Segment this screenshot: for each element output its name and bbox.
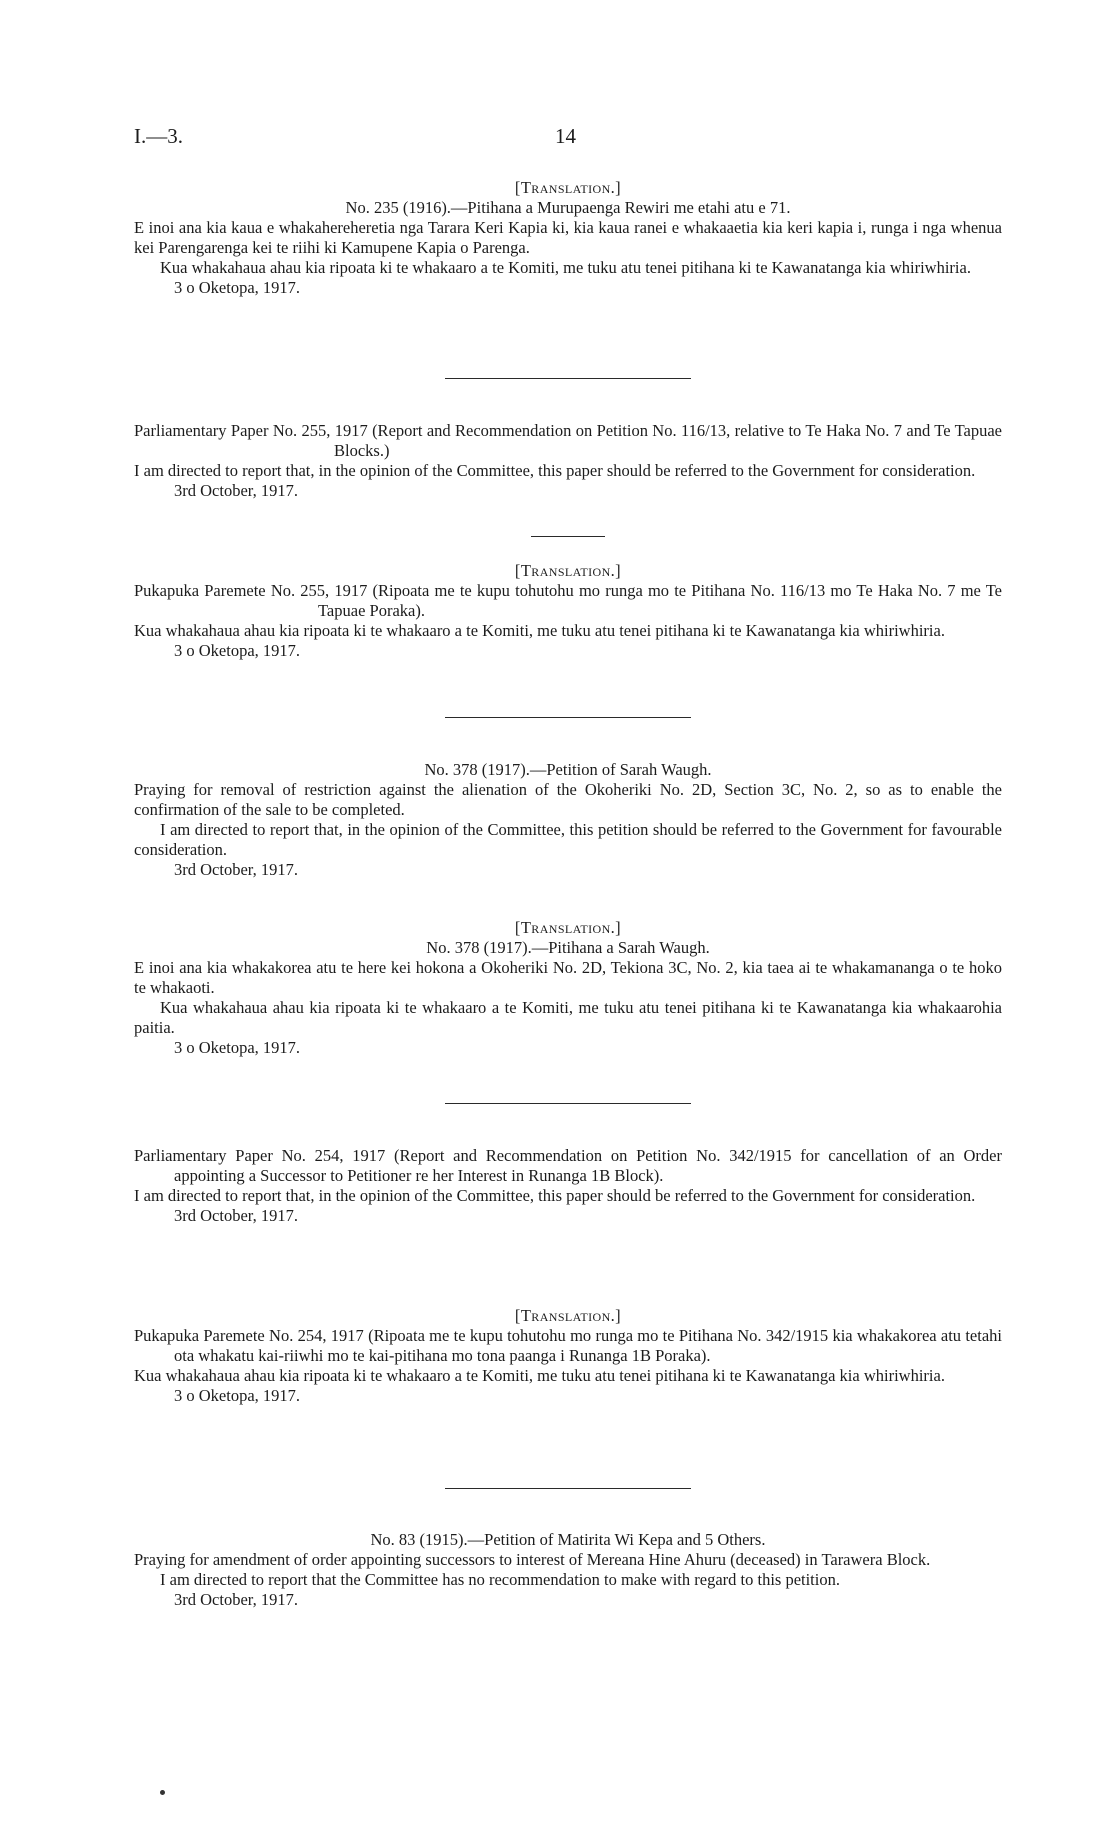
entry-title: No. 378 (1917).—Petition of Sarah Waugh. — [424, 760, 712, 779]
entry-petition-378 — [134, 760, 1002, 880]
entry-date: 3rd October, 1917. — [174, 481, 298, 500]
entry-title: No. 235 (1916).—Pitihana a Murupaenga Rewiri me etahi atu e 71. — [345, 198, 791, 217]
translation-label: [Translation.] — [514, 918, 622, 937]
entry-paragraph: I am directed to report that, in the opinion of the Committee, this petition should be referred to the Government for favourable consideration. — [134, 820, 1002, 859]
section-reference: I.—3. — [134, 124, 183, 148]
entry-date: 3rd October, 1917. — [174, 860, 298, 879]
entry-date: 3 o Oketopa, 1917. — [174, 1386, 301, 1405]
translation-label: [Translation.] — [514, 1306, 622, 1325]
entry-title: Pukapuka Paremete No. 255, 1917 (Ripoata me te kupu tohutohu mo runga mo te Pitihana No. 116/13 mo Te Haka No. 7 me Te Tapuae Poraka). — [134, 581, 1002, 620]
entry-date: 3rd October, 1917. — [174, 1590, 298, 1609]
entry-paper-254-translation — [134, 1306, 1002, 1406]
entry-title: No. 83 (1915).—Petition of Matirita Wi Kepa and 5 Others. — [370, 1530, 766, 1549]
entry-paragraph: E inoi ana kia whakakorea atu te here kei hokona a Okoheriki No. 2D, Tekiona 3C, No. 2, kia taea ai te whakamananga o te hoko te whakaoti. — [134, 958, 1002, 997]
translation-label: [Translation.] — [514, 178, 622, 197]
entry-paragraph: Praying for amendment of order appointing successors to interest of Mereana Hine Ahuru (deceased) in Tarawera Block. — [134, 1550, 931, 1569]
entry-title: No. 378 (1917).—Pitihana a Sarah Waugh. — [426, 938, 710, 957]
entry-title: Parliamentary Paper No. 255, 1917 (Report and Recommendation on Petition No. 116/13, relative to Te Haka No. 7 and Te Tapuae Blocks.) — [134, 421, 1002, 460]
entry-paper-255 — [134, 421, 1002, 501]
entry-date: 3rd October, 1917. — [174, 1206, 298, 1225]
section-divider — [445, 1488, 691, 1489]
entry-paragraph: Kua whakahaua ahau kia ripoata ki te whakaaro a te Komiti, me tuku atu tenei pitihana ki te Kawanatanga kia whiriwhiria. — [134, 621, 945, 640]
entry-paragraph: Kua whakahaua ahau kia ripoata ki te whakaaro a te Komiti, me tuku atu tenei pitihana ki te Kawanatanga kia whiriwhiria. — [134, 1366, 945, 1385]
entry-date: 3 o Oketopa, 1917. — [174, 1038, 301, 1057]
entry-paper-254 — [134, 1146, 1002, 1226]
section-divider — [445, 717, 691, 718]
entry-petition-235-translation — [134, 178, 1002, 298]
entry-paragraph: Kua whakahaua ahau kia ripoata ki te whakaaro a te Komiti, me tuku atu tenei pitihana ki te Kawanatanga kia whakaarohia paitia. — [134, 998, 1002, 1037]
entry-petition-378-translation — [134, 918, 1002, 1058]
translation-label: [Translation.] — [514, 561, 622, 580]
short-divider — [531, 536, 605, 537]
entry-paragraph: I am directed to report that, in the opinion of the Committee, this paper should be referred to the Government for consideration. — [134, 1186, 976, 1205]
entry-paragraph: Praying for removal of restriction against the alienation of the Okoheriki No. 2D, Section 3C, No. 2, so as to enable the confirmation of the sale to be completed. — [134, 780, 1002, 819]
entry-petition-83 — [134, 1530, 1002, 1610]
entry-title: Parliamentary Paper No. 254, 1917 (Report and Recommendation on Petition No. 342/1915 for cancellation of an Order appointing a Successor to Petitioner re her Interest in Runanga 1B Block). — [134, 1146, 1002, 1185]
entry-date: 3 o Oketopa, 1917. — [174, 278, 301, 297]
entry-paragraph: I am directed to report that, in the opinion of the Committee, this paper should be referred to the Government for consideration. — [134, 461, 976, 480]
entry-paragraph: I am directed to report that the Committee has no recommendation to make with regard to this petition. — [160, 1570, 840, 1589]
entry-title: Pukapuka Paremete No. 254, 1917 (Ripoata me te kupu tohutohu mo runga mo te Pitihana No. 342/1915 kia whakakorea atu tetahi ota whakatu kai-riiwhi mo te kai-pitihana mo tona paanga i Runanga 1B Poraka). — [134, 1326, 1002, 1365]
entry-date: 3 o Oketopa, 1917. — [174, 641, 301, 660]
section-divider — [445, 1103, 691, 1104]
entry-paper-255-translation — [134, 561, 1002, 661]
page-number: 14 — [555, 124, 576, 148]
ink-spot — [160, 1790, 165, 1795]
section-divider — [445, 378, 691, 379]
entry-paragraph: Kua whakahaua ahau kia ripoata ki te whakaaro a te Komiti, me tuku atu tenei pitihana ki te Kawanatanga kia whiriwhiria. — [160, 258, 971, 277]
entry-paragraph: E inoi ana kia kaua e whakahereheretia nga Tarara Keri Kapia ki, kia kaua ranei e whakaaetia kia keri kapia i, runga i nga whenua kei Parengarenga kei te riihi ki Kamupene Kapia o Parenga. — [134, 218, 1002, 257]
